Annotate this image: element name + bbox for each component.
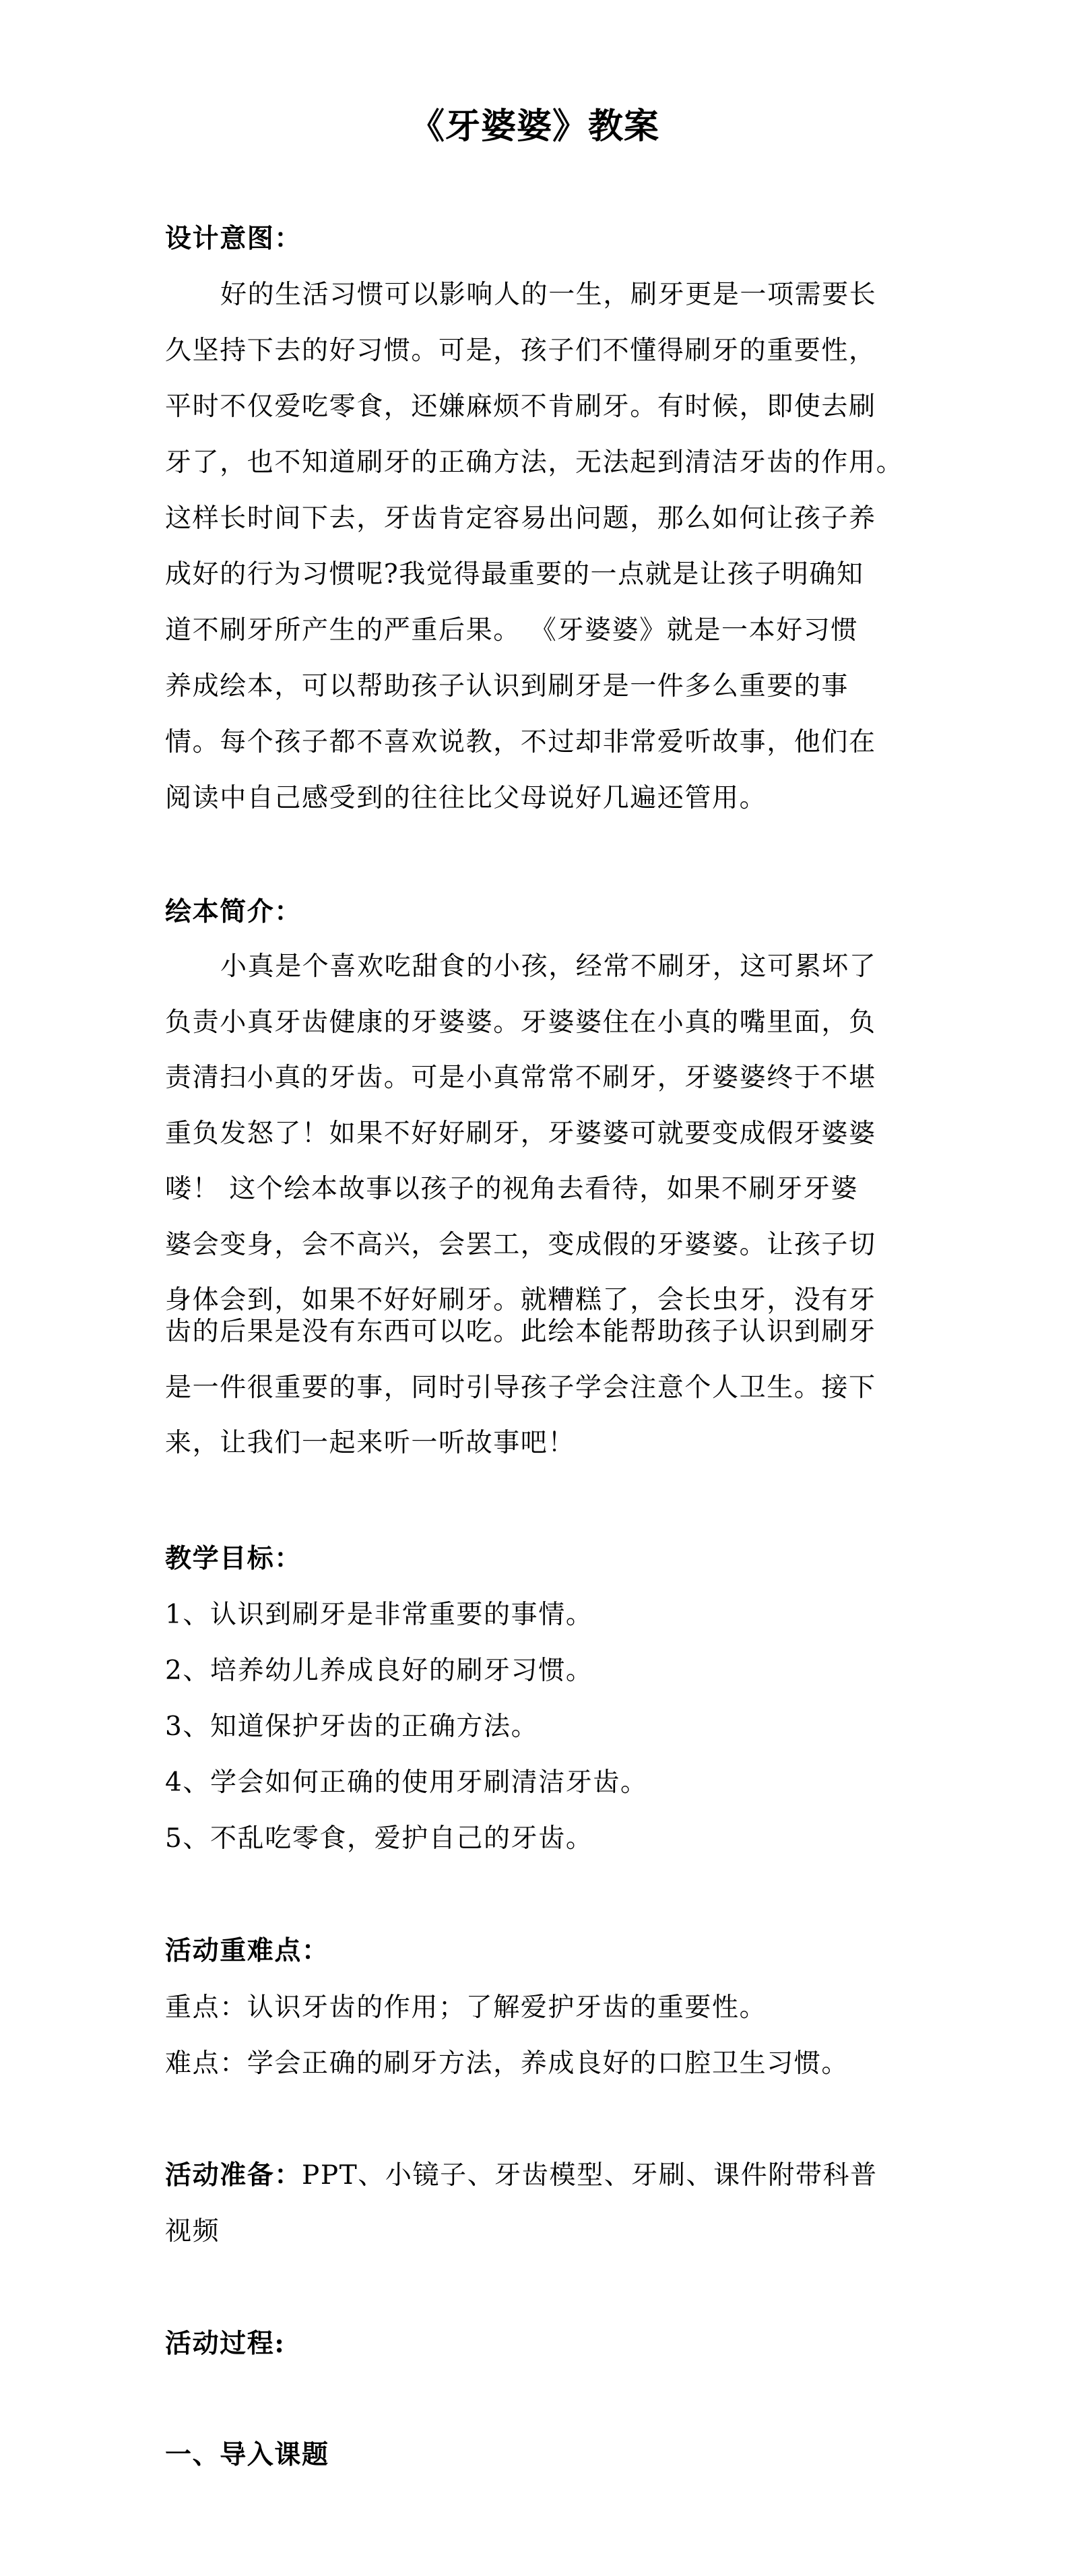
goal-item: 2、培养幼儿养成良好的刷牙习惯。 xyxy=(165,1656,593,1686)
paragraph-line: 齿的后果是没有东西可以吃。此绘本能帮助孩子认识到刷牙 xyxy=(165,1317,876,1347)
key-point-line: 重点：认识牙齿的作用；了解爱护牙齿的重要性。 xyxy=(165,1992,767,2023)
paragraph-line: 久坚持下去的好习惯。可是，孩子们不懂得刷牙的重要性， xyxy=(165,336,876,366)
paragraph-line: 婆会变身，会不高兴，会罢工，变成假的牙婆婆。让孩子切 xyxy=(165,1230,876,1260)
paragraph-line: 小真是个喜欢吃甜食的小孩，经常不刷牙，这可累坏了 xyxy=(220,951,877,982)
paragraph-line: 身体会到，如果不好好刷牙。就糟糕了，会长虫牙，没有牙 xyxy=(165,1285,876,1315)
goal-item: 1、认识到刷牙是非常重要的事情。 xyxy=(165,1600,593,1630)
paragraph-line: 成好的行为习惯呢?我觉得最重要的一点就是让孩子明确知 xyxy=(165,559,864,590)
section-heading-process: 活动过程: xyxy=(165,2328,286,2359)
process-step-heading: 一、导入课题 xyxy=(165,2439,329,2470)
paragraph-line: 负责小真牙齿健康的牙婆婆。牙婆婆住在小真的嘴里面，负 xyxy=(165,1007,876,1038)
paragraph-line: 来，让我们一起来听一听故事吧！ xyxy=(165,1428,576,1458)
paragraph-line: 平时不仅爱吃零食，还嫌麻烦不肯刷牙。有时候，即使去刷 xyxy=(165,391,876,422)
section-heading-design-intent: 设计意图： xyxy=(165,223,302,254)
paragraph-line: 是一件很重要的事，同时引导孩子学会注意个人卫生。接下 xyxy=(165,1373,876,1403)
document-title: 《牙婆婆》教案 xyxy=(409,106,659,147)
section-heading-teaching-goals: 教学目标： xyxy=(165,1543,302,1574)
paragraph-line: 情。每个孩子都不喜欢说教，不过却非常爱听故事，他们在 xyxy=(165,727,876,757)
goal-item: 3、知道保护牙齿的正确方法。 xyxy=(165,1711,539,1742)
goal-item: 4、学会如何正确的使用牙刷清洁牙齿。 xyxy=(165,1767,648,1798)
section-heading-book-intro: 绘本简介： xyxy=(165,896,302,927)
section-heading-key-points: 活动重难点： xyxy=(165,1935,329,1966)
paragraph-line: 重负发怒了！如果不好好刷牙，牙婆婆可就要变成假牙婆婆 xyxy=(165,1119,876,1149)
paragraph-line: 这样长时间下去，牙齿肯定容易出问题，那么如何让孩子养 xyxy=(165,503,876,534)
paragraph-line: 阅读中自己感受到的往往比父母说好几遍还管用。 xyxy=(165,783,767,813)
difficulty-line: 难点：学会正确的刷牙方法，养成良好的口腔卫生习惯。 xyxy=(165,2048,849,2079)
paragraph-line: 喽！ 这个绘本故事以孩子的视角去看待，如果不刷牙牙婆 xyxy=(165,1174,858,1204)
preparation-label: 活动准备： xyxy=(165,2160,302,2191)
paragraph-line: 牙了，也不知道刷牙的正确方法，无法起到清洁牙齿的作用。 xyxy=(165,447,904,478)
goal-item: 5、不乱吃零食，爱护自己的牙齿。 xyxy=(165,1823,593,1854)
paragraph-line: 好的生活习惯可以影响人的一生，刷牙更是一项需要长 xyxy=(220,280,877,310)
preparation-line-continued: 视频 xyxy=(165,2216,220,2247)
paragraph-line: 养成绘本，可以帮助孩子认识到刷牙是一件多么重要的事 xyxy=(165,671,849,701)
paragraph-line: 道不刷牙所产生的严重后果。 《牙婆婆》就是一本好习惯 xyxy=(165,615,858,646)
preparation-line xyxy=(165,2159,913,2191)
preparation-value: PPT、小镜子、牙齿模型、牙刷、课件附带科普 xyxy=(302,2160,878,2191)
paragraph-line: 责清扫小真的牙齿。可是小真常常不刷牙，牙婆婆终于不堪 xyxy=(165,1063,876,1093)
